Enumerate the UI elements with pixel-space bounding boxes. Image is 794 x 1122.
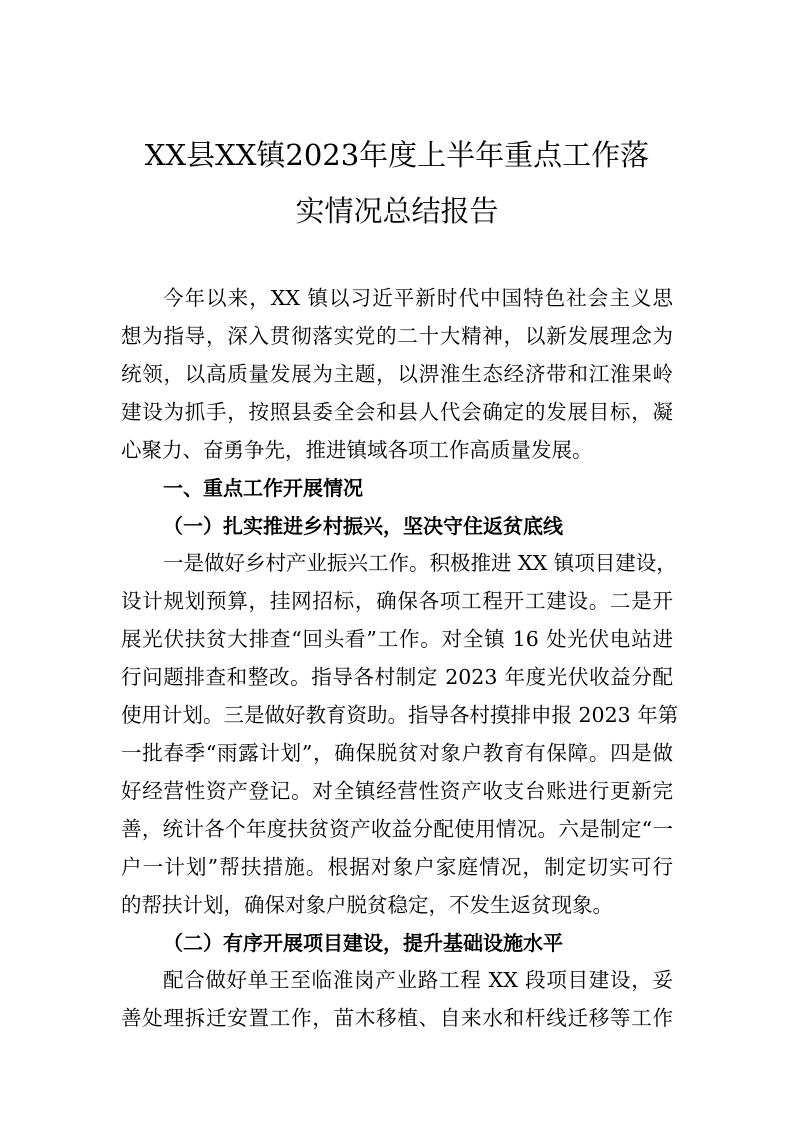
intro-line-4: 建设为抓手，按照县委全会和县人代会确定的发展目标，凝 bbox=[121, 400, 673, 424]
intro-line-1: 今年以来，XX 镇以习近平新时代中国特色社会主义思 bbox=[163, 286, 673, 310]
sub1-line-5: 使用计划。三是做好教育资助。指导各村摸排申报 2023 年第 bbox=[121, 703, 679, 727]
subsection-heading-1: （一）扎实推进乡村振兴，坚决守住返贫底线 bbox=[163, 514, 563, 538]
sub1-line-8: 善，统计各个年度扶贫资产收益分配使用情况。六是制定“一 bbox=[121, 817, 673, 841]
intro-line-2: 想为指导，深入贯彻落实党的二十大精神，以新发展理念为 bbox=[121, 324, 673, 348]
sub1-line-3: 展光伏扶贫大排查“回头看”工作。对全镇 16 处光伏电站进 bbox=[121, 627, 673, 651]
sub1-line-6: 一批春季“雨露计划”，确保脱贫对象户教育有保障。四是做 bbox=[121, 741, 673, 765]
section-heading-1: 一、重点工作开展情况 bbox=[163, 476, 363, 500]
sub2-line-1: 配合做好单王至临淮岗产业路工程 XX 段项目建设，妥 bbox=[163, 968, 673, 992]
sub1-line-2: 设计规划预算，挂网招标，确保各项工程开工建设。二是开 bbox=[121, 589, 673, 613]
sub1-line-10: 的帮扶计划，确保对象户脱贫稳定，不发生返贫现象。 bbox=[121, 893, 613, 917]
sub1-line-1: 一是做好乡村产业振兴工作。积极推进 XX 镇项目建设， bbox=[163, 551, 677, 575]
subsection-heading-2: （二）有序开展项目建设，提升基础设施水平 bbox=[163, 931, 563, 955]
document-title-line-1: XX县XX镇2023年度上半年重点工作落 bbox=[144, 138, 650, 172]
document-title-line-2: 实情况总结报告 bbox=[295, 194, 499, 228]
intro-line-5: 心聚力、奋勇争先，推进镇域各项工作高质量发展。 bbox=[121, 438, 593, 462]
sub2-line-2: 善处理拆迁安置工作，苗木移植、自来水和杆线迁移等工作 bbox=[121, 1006, 673, 1030]
sub1-line-4: 行问题排查和整改。指导各村制定 2023 年度光伏收益分配 bbox=[121, 665, 673, 689]
intro-line-3: 统领，以高质量发展为主题，以淠淮生态经济带和江淮果岭 bbox=[121, 362, 673, 386]
sub1-line-7: 好经营性资产登记。对全镇经营性资产收支台账进行更新完 bbox=[121, 779, 673, 803]
sub1-line-9: 户一计划”帮扶措施。根据对象户家庭情况，制定切实可行 bbox=[121, 855, 673, 879]
